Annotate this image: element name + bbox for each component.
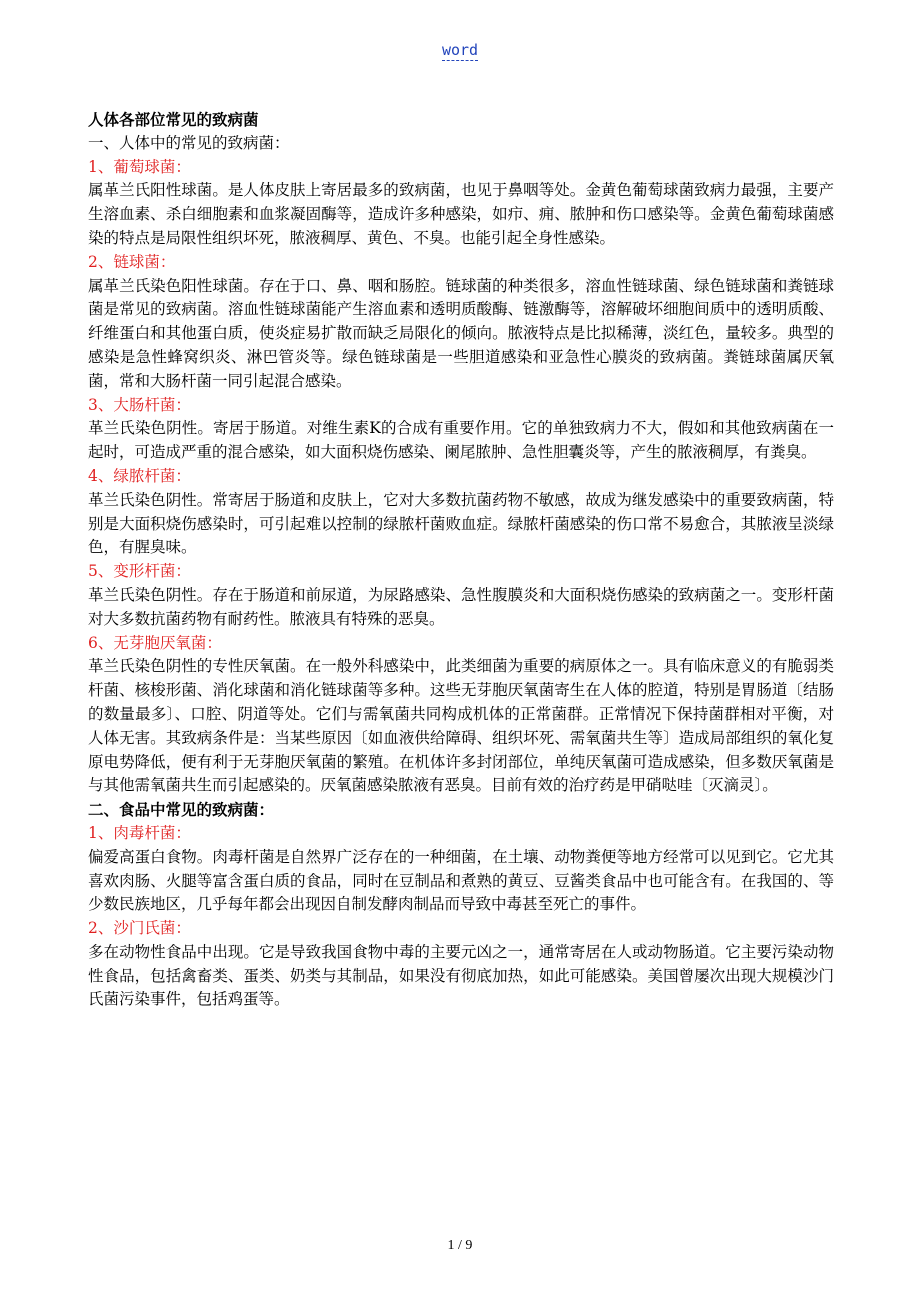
paragraph: 革兰氏染色阴性的专性厌氧菌。在一般外科感染中，此类细菌为重要的病原体之一。具有临床意义的有脆弱类杆菌、核梭形菌、消化球菌和消化链球菌等多种。这些无芽胞厌氧菌寄生在人体的腔道，特别是胃肠道〔结肠的数量最多〕、口腔、阴道等处。它们与需氧菌共同构成机体的正常菌群。正常情况下保持菌群相对平衡，对人体无害。其致病条件是：当某些原因〔如血液供给障碍、组织坏死、需氧菌共生等〕造成局部组织的氧化复原电势降低，便有利于无芽胞厌氧菌的繁殖。在机体许多封闭部位，单纯厌氧菌可造成感染，但多数厌氧菌是与其他需氧菌共生而引起感染的。厌氧菌感染脓液有恶臭。目前有效的治疗药是甲硝哒哇〔灭滴灵〕。	[88, 657, 834, 795]
paragraph: 革兰氏染色阴性。常寄居于肠道和皮肤上，它对大多数抗菌药物不敏感，故成为继发感染中的重要致病菌，特别是大面积烧伤感染时，可引起难以控制的绿脓杆菌败血症。绿脓杆菌感染的伤口常不易愈合，其脓液呈淡绿色，有腥臭味。	[88, 490, 834, 557]
subsection-heading: 2、沙门氏菌：	[88, 919, 191, 938]
document-title: 人体各部位常见的致病菌	[88, 110, 259, 129]
subsection-heading: 4、绿脓杆菌：	[88, 466, 191, 485]
paragraph: 属革兰氏阳性球菌。是人体皮肤上寄居最多的致病菌，也见于鼻咽等处。金黄色葡萄球菌致病力最强，主要产生溶血素、杀白细胞素和血浆凝固酶等，造成许多种感染，如疖、痈、脓肿和伤口感染等。金黄色葡萄球菌感染的特点是局限性组织坏死，脓液稠厚、黄色、不臭。也能引起全身性感染。	[88, 181, 834, 247]
subsection-heading: 2、链球菌：	[88, 252, 176, 271]
paragraph: 革兰氏染色阴性。存在于肠道和前尿道，为尿路感染、急性腹膜炎和大面积烧伤感染的致病菌之一。变形杆菌对大多数抗菌药物有耐药性。脓液具有特殊的恶臭。	[88, 585, 834, 628]
section-heading: 一、人体中的常见的致病菌：	[88, 133, 290, 152]
paragraph: 偏爱高蛋白食物。肉毒杆菌是自然界广泛存在的一种细菌，在土壤、动物粪便等地方经常可以见到它。它尤其喜欢肉肠、火腿等富含蛋白质的食品，同时在豆制品和煮熟的黄豆、豆酱类食品中也可能含有。在我国的、等少数民族地区，几乎每年都会出现因自制发酵肉制品而导致中毒甚至死亡的事件。	[88, 847, 834, 914]
paragraph: 多在动物性食品中出现。它是导致我国食物中毒的主要元凶之一，通常寄居在人或动物肠道。它主要污染动物性食品，包括禽畜类、蛋类、奶类与其制品，如果没有彻底加热，如此可能感染。美国曾屡次出现大规模沙门氏菌污染事件，包括鸡蛋等。	[88, 942, 834, 1009]
document-body	[88, 108, 834, 1012]
paragraph: 属革兰氏染色阳性球菌。存在于口、鼻、咽和肠腔。链球菌的种类很多，溶血性链球菌、绿色链球菌和粪链球菌是常见的致病菌。溶血性链球菌能产生溶血素和透明质酸酶、链激酶等，溶解破坏细胞间质中的透明质酸、纤维蛋白和其他蛋白质，使炎症易扩散而缺乏局限化的倾向。脓液特点是比拟稀薄，淡红色，量较多。典型的感染是急性蜂窝织炎、淋巴管炎等。绿色链球菌是一些胆道感染和亚急性心膜炎的致病菌。粪链球菌属厌氧菌，常和大肠杆菌一同引起混合感染。	[88, 276, 834, 390]
header-link[interactable]: word	[441, 41, 479, 59]
subsection-heading: 5、变形杆菌：	[88, 562, 191, 581]
page-number: 1 / 9	[447, 1238, 473, 1253]
subsection-heading: 6、无芽胞厌氧菌：	[88, 633, 222, 652]
page-header	[0, 41, 920, 59]
section-heading: 二、食品中常见的致病菌：	[88, 800, 275, 820]
subsection-heading: 3、大肠杆菌：	[88, 395, 191, 414]
paragraph: 革兰氏染色阴性。寄居于肠道。对维生素K的合成有重要作用。它的单独致病力不大，假如和其他致病菌在一起时，可造成严重的混合感染，如大面积烧伤感染、阑尾脓肿、急性胆囊炎等，产生的脓液稠厚，有粪臭。	[88, 419, 834, 462]
subsection-heading: 1、葡萄球菌：	[88, 157, 191, 176]
subsection-heading: 1、肉毒杆菌：	[88, 823, 191, 842]
